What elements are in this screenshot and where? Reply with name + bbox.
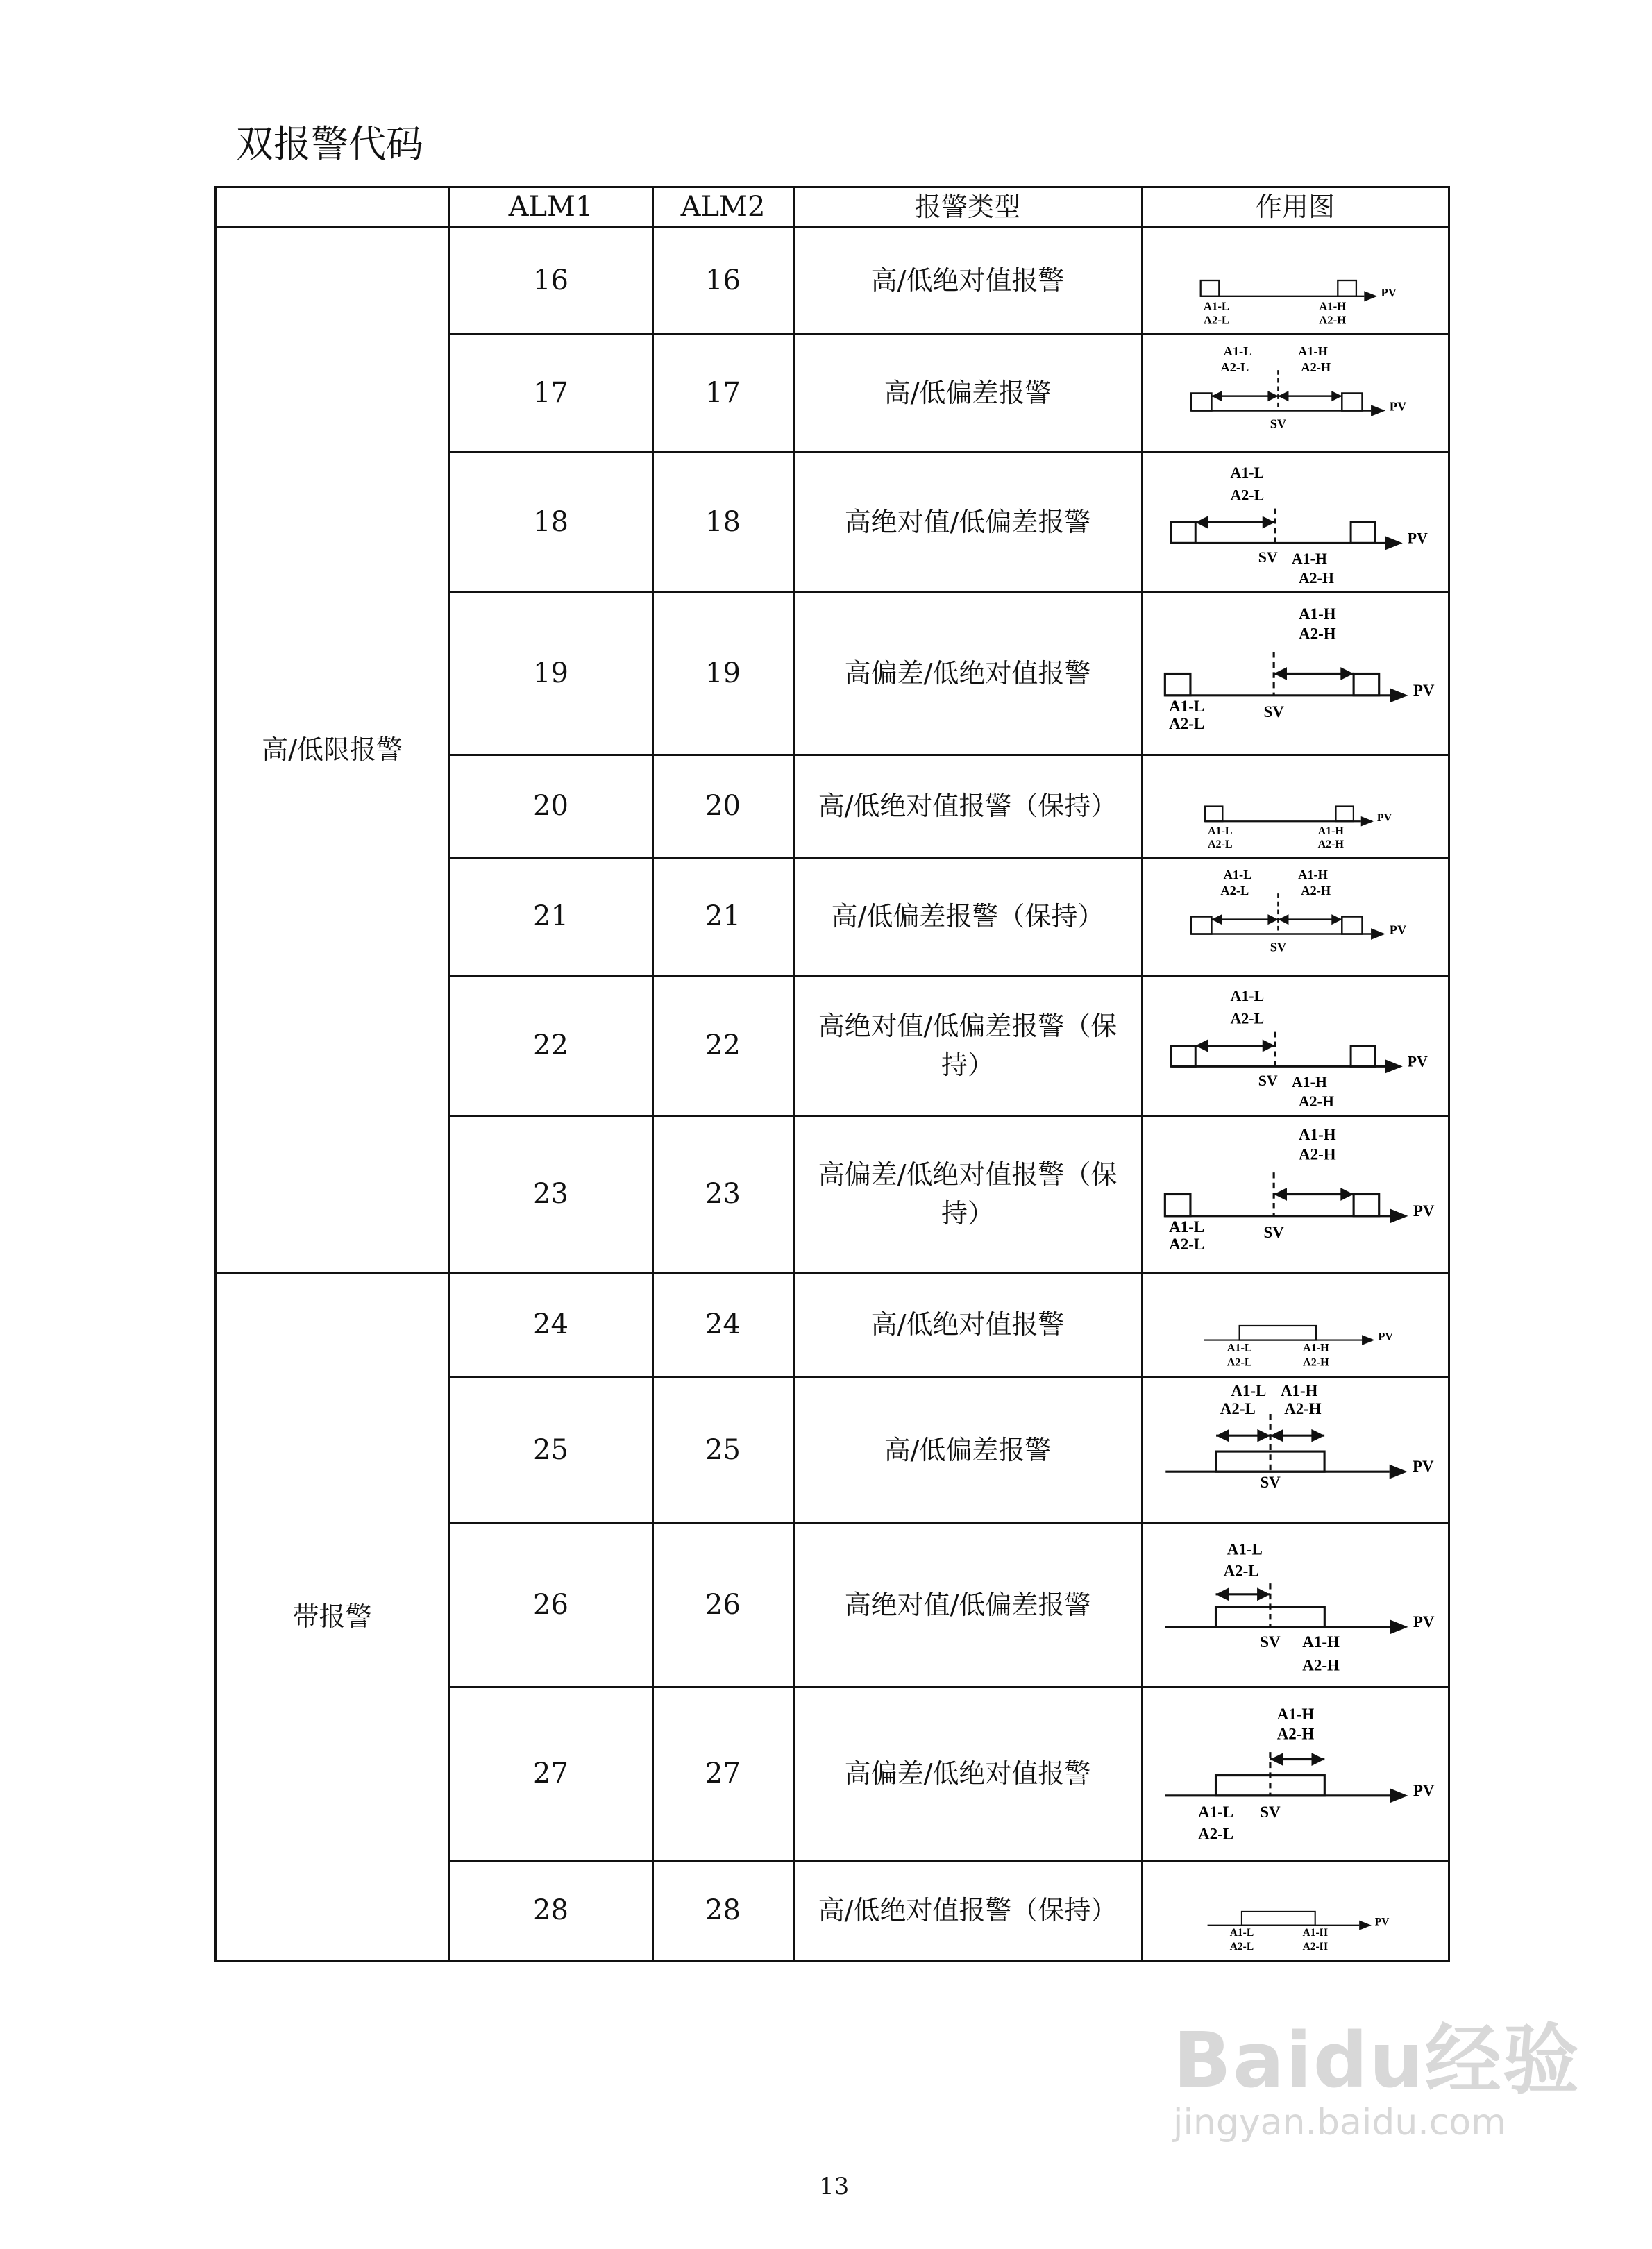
alm2-code <box>652 1115 795 1274</box>
alm2-code-text: 21 <box>705 900 741 932</box>
alm1-code <box>448 1522 654 1688</box>
high-alarm-box <box>1354 1194 1379 1215</box>
label-sv: SV <box>1270 940 1286 954</box>
arrow-head-right <box>1311 1429 1324 1442</box>
high-alarm-box <box>1351 1045 1375 1066</box>
alm1-code-text: 18 <box>533 506 568 538</box>
pv-arrow-icon <box>1390 1619 1408 1634</box>
arrow-head-left <box>1195 516 1208 528</box>
alarm-type <box>793 1686 1143 1862</box>
action-diagram <box>1141 1115 1450 1274</box>
pv-arrow-icon <box>1364 291 1377 301</box>
alarm-type <box>793 1522 1143 1688</box>
label-a2h: A2-H <box>1276 1724 1314 1742</box>
label-a2l: A2-L <box>1220 1399 1256 1417</box>
alarm-diagram <box>1143 1862 1448 1960</box>
action-diagram <box>1141 1860 1450 1962</box>
alm2-code <box>652 591 795 756</box>
label-a1l: A1-L <box>1203 299 1229 313</box>
arrow-head-left <box>1216 1429 1229 1442</box>
alm1-code-text: 25 <box>533 1433 568 1466</box>
label-a2h: A2-H <box>1317 838 1344 850</box>
label-a1h: A1-H <box>1276 1705 1314 1723</box>
label-a2l: A2-L <box>1197 1825 1233 1843</box>
label-a2h: A2-H <box>1283 1399 1322 1417</box>
label-a1l: A1-L <box>1223 344 1251 358</box>
label-a2h: A2-H <box>1318 312 1346 326</box>
page-title: 双报警代码 <box>236 122 423 166</box>
alarm-type-text: 高绝对值/低偏差报警 <box>844 1590 1091 1620</box>
alarm-type <box>793 451 1143 593</box>
label-a2l: A2-L <box>1168 714 1204 732</box>
group-high-low-text: 高/低限报警 <box>262 734 403 765</box>
arrow-head-right <box>1331 391 1342 401</box>
high-alarm-box <box>1335 806 1353 821</box>
pv-arrow-icon <box>1360 816 1373 827</box>
alarm-diagram <box>1143 1688 1448 1860</box>
label-a1h: A1-H <box>1297 867 1328 882</box>
label-pv: PV <box>1413 681 1434 699</box>
pv-arrow-icon <box>1390 1788 1408 1803</box>
arrow-head-left <box>1215 1587 1229 1601</box>
group-band-text: 带报警 <box>292 1601 372 1632</box>
label-pv: PV <box>1389 399 1406 414</box>
high-alarm-box <box>1342 393 1362 410</box>
label-pv: PV <box>1378 1331 1393 1343</box>
alm2-code-text: 16 <box>705 264 741 296</box>
arrow-head-right <box>1262 516 1274 528</box>
alm1-code-text: 20 <box>533 790 568 822</box>
header-alm1-text: ALM1 <box>508 190 593 223</box>
alarm-diagram <box>1143 977 1448 1115</box>
alm2-code <box>652 226 795 335</box>
label-pv: PV <box>1413 1202 1434 1220</box>
pv-arrow-icon <box>1385 536 1402 550</box>
low-alarm-box <box>1200 280 1219 296</box>
arrow-head-left <box>1270 1753 1283 1766</box>
label-a1h: A1-H <box>1317 825 1344 837</box>
watermark <box>1173 1999 1581 2143</box>
low-alarm-box <box>1171 522 1195 543</box>
alarm-type <box>793 333 1143 453</box>
label-a2l: A2-L <box>1168 1235 1204 1253</box>
alarm-type-text: 高偏差/低绝对值报警（保持） <box>818 1159 1118 1229</box>
arrow-head-left <box>1195 1039 1208 1052</box>
pv-arrow-icon <box>1385 1059 1402 1073</box>
alm2-code-text: 26 <box>705 1589 741 1621</box>
alm1-code-text: 27 <box>533 1758 568 1789</box>
label-a2l: A2-L <box>1220 360 1249 374</box>
action-diagram <box>1141 333 1450 453</box>
alarm-type-text: 高偏差/低绝对值报警 <box>844 1758 1091 1789</box>
action-diagram <box>1141 1272 1450 1378</box>
arrow-head-right <box>1267 391 1278 401</box>
alm2-code <box>652 1686 795 1862</box>
alm2-code-text: 23 <box>705 1178 741 1210</box>
label-a1l: A1-L <box>1227 1540 1263 1558</box>
pv-arrow-icon <box>1390 1208 1408 1223</box>
group-high-low <box>214 226 450 1274</box>
alm2-code-text: 24 <box>705 1308 741 1340</box>
low-alarm-box <box>1191 393 1211 410</box>
label-sv: SV <box>1259 1633 1281 1651</box>
alm1-code <box>448 754 654 859</box>
label-a1l: A1-L <box>1168 1218 1204 1236</box>
alm1-code <box>448 1115 654 1274</box>
action-diagram <box>1141 754 1450 859</box>
label-a1l: A1-L <box>1227 1342 1252 1354</box>
alm1-code <box>448 451 654 593</box>
pv-arrow-icon <box>1390 688 1408 702</box>
alm1-code <box>448 975 654 1117</box>
low-alarm-box <box>1205 806 1222 821</box>
label-a2h: A2-H <box>1302 1356 1329 1368</box>
label-a2l: A2-L <box>1223 1562 1259 1580</box>
alarm-type <box>793 226 1143 335</box>
high-alarm-box <box>1354 673 1379 695</box>
alm2-code-text: 25 <box>705 1433 741 1466</box>
label-a1l: A1-L <box>1230 463 1264 481</box>
header-empty <box>214 186 450 228</box>
arrow-head-right <box>1311 1753 1324 1766</box>
page-number: 13 <box>819 2173 850 2200</box>
label-a1l: A1-L <box>1207 825 1232 837</box>
label-a1h: A1-H <box>1298 1125 1336 1143</box>
low-alarm-box <box>1165 1194 1190 1215</box>
label-a2l: A2-L <box>1229 1940 1254 1953</box>
alarm-type <box>793 975 1143 1117</box>
label-a2h: A2-H <box>1298 568 1334 587</box>
arrow-head-left <box>1274 667 1287 680</box>
arrow-head-right <box>1257 1587 1270 1601</box>
alarm-type <box>793 1376 1143 1524</box>
alm2-code <box>652 754 795 859</box>
label-a2h: A2-H <box>1300 883 1331 898</box>
alm2-code <box>652 1376 795 1524</box>
arrow-head-left <box>1278 391 1288 401</box>
alm1-code <box>448 591 654 756</box>
label-a1h: A1-H <box>1280 1381 1317 1399</box>
high-alarm-box <box>1351 522 1375 543</box>
label-pv: PV <box>1413 1781 1434 1799</box>
header-type <box>793 186 1143 228</box>
band-rect <box>1241 1911 1315 1925</box>
alm1-code <box>448 1860 654 1962</box>
label-a1l: A1-L <box>1230 1381 1266 1399</box>
alm2-code <box>652 451 795 593</box>
alarm-diagram <box>1143 859 1448 975</box>
alm2-code <box>652 1272 795 1378</box>
label-a1h: A1-H <box>1291 549 1327 567</box>
alarm-type-text: 高/低绝对值报警（保持） <box>818 1895 1118 1926</box>
label-sv: SV <box>1270 416 1286 431</box>
label-a1l: A1-L <box>1230 986 1264 1004</box>
alarm-type-text: 高绝对值/低偏差报警 <box>844 507 1091 537</box>
pv-arrow-icon <box>1362 1335 1374 1345</box>
alarm-diagram <box>1143 335 1448 451</box>
action-diagram <box>1141 591 1450 756</box>
alm1-code-text: 21 <box>533 900 568 932</box>
label-a2h: A2-H <box>1302 1940 1328 1953</box>
alarm-type-text: 高偏差/低绝对值报警 <box>844 658 1091 689</box>
label-sv: SV <box>1263 1223 1284 1241</box>
alm2-code-text: 19 <box>705 657 741 689</box>
label-a2l: A2-L <box>1220 883 1249 898</box>
alarm-type-text: 高/低绝对值报警 <box>870 264 1065 296</box>
arrow-head-right <box>1331 914 1342 925</box>
arrow-head-right <box>1267 914 1278 925</box>
label-a2l: A2-L <box>1230 1009 1264 1027</box>
alarm-type-text: 高/低偏差报警 <box>884 1434 1052 1465</box>
alarm-type-text: 高绝对值/低偏差报警（保持） <box>818 1011 1118 1080</box>
label-a2h: A2-H <box>1298 1092 1334 1110</box>
alm2-code-text: 17 <box>705 377 741 409</box>
action-diagram <box>1141 1686 1450 1862</box>
label-pv: PV <box>1407 1052 1428 1070</box>
alm1-code-text: 19 <box>533 657 568 689</box>
alm2-code <box>652 975 795 1117</box>
alm1-code <box>448 1376 654 1524</box>
arrow-head-right <box>1340 1188 1354 1201</box>
low-alarm-box <box>1165 673 1190 695</box>
label-a1l: A1-L <box>1229 1926 1254 1939</box>
action-diagram <box>1141 975 1450 1117</box>
label-a1l: A1-L <box>1223 867 1251 882</box>
alarm-diagram <box>1143 1117 1448 1272</box>
label-a2l: A2-L <box>1203 312 1229 326</box>
low-alarm-box <box>1191 916 1211 934</box>
label-a1h: A1-H <box>1291 1072 1327 1090</box>
pv-arrow-icon <box>1371 928 1385 940</box>
alarm-diagram <box>1143 453 1448 591</box>
label-a2h: A2-H <box>1301 1656 1340 1674</box>
high-alarm-box <box>1342 916 1362 934</box>
label-pv: PV <box>1374 1916 1389 1928</box>
header-alm1 <box>448 186 654 228</box>
alarm-type <box>793 754 1143 859</box>
alarm-type <box>793 1860 1143 1962</box>
label-a2h: A2-H <box>1298 1145 1336 1163</box>
band-rect <box>1239 1325 1315 1340</box>
alm1-code <box>448 857 654 977</box>
alarm-diagram <box>1143 1524 1448 1686</box>
label-pv: PV <box>1413 1612 1434 1631</box>
action-diagram <box>1141 1522 1450 1688</box>
alm2-code-text: 20 <box>705 790 741 822</box>
alarm-type <box>793 591 1143 756</box>
alm2-code-text: 28 <box>705 1894 741 1926</box>
arrow-head-right <box>1262 1039 1274 1052</box>
alarm-diagram <box>1143 228 1448 333</box>
label-pv: PV <box>1376 811 1392 824</box>
arrow-head-right <box>1257 1429 1270 1442</box>
alarm-diagram <box>1143 756 1448 857</box>
alm2-code <box>652 333 795 453</box>
alm1-code-text: 22 <box>533 1029 568 1061</box>
label-a1h: A1-H <box>1302 1926 1328 1939</box>
pv-arrow-icon <box>1389 1464 1407 1479</box>
label-sv: SV <box>1258 548 1278 566</box>
arrow-head-left <box>1211 914 1222 925</box>
action-diagram <box>1141 451 1450 593</box>
action-diagram <box>1141 857 1450 977</box>
alm2-code-text: 22 <box>705 1029 741 1061</box>
label-a1h: A1-H <box>1301 1633 1340 1651</box>
arrow-head-left <box>1211 391 1222 401</box>
alm1-code <box>448 1272 654 1378</box>
alm2-code <box>652 1860 795 1962</box>
label-a2h: A2-H <box>1298 624 1336 642</box>
label-a2l: A2-L <box>1207 838 1232 850</box>
label-a2h: A2-H <box>1300 360 1331 374</box>
alm1-code <box>448 226 654 335</box>
alarm-type-text: 高/低偏差报警（保持） <box>831 901 1104 932</box>
alm1-code-text: 16 <box>533 264 568 296</box>
label-pv: PV <box>1389 923 1406 937</box>
header-diagram-text: 作用图 <box>1255 191 1335 222</box>
alarm-type-text: 高/低绝对值报警（保持） <box>818 791 1118 821</box>
label-sv: SV <box>1259 1803 1281 1821</box>
alm2-code-text: 18 <box>705 506 741 538</box>
label-a1l: A1-L <box>1197 1803 1233 1821</box>
label-a1h: A1-H <box>1302 1342 1329 1354</box>
arrow-head-right <box>1340 667 1354 680</box>
alm1-code-text: 17 <box>533 377 568 409</box>
header-alm2-text: ALM2 <box>680 190 766 223</box>
alm1-code-text: 28 <box>533 1894 568 1926</box>
alm2-code-text: 27 <box>705 1758 741 1789</box>
label-a1h: A1-H <box>1318 299 1346 313</box>
group-band <box>214 1272 450 1962</box>
arrow-head-left <box>1278 914 1288 925</box>
alarm-type-text: 高/低偏差报警 <box>884 378 1052 408</box>
label-pv: PV <box>1381 285 1397 299</box>
action-diagram <box>1141 226 1450 335</box>
header-alm2 <box>652 186 795 228</box>
label-a2l: A2-L <box>1227 1356 1252 1368</box>
label-sv: SV <box>1259 1473 1281 1491</box>
label-a2l: A2-L <box>1230 486 1264 504</box>
alarm-diagram <box>1143 1274 1448 1376</box>
label-sv: SV <box>1263 702 1284 721</box>
header-type-text: 报警类型 <box>914 191 1020 222</box>
watermark-logo: Baidu经验 <box>1173 2016 1581 2105</box>
arrow-head-left <box>1270 1429 1283 1442</box>
label-a1h: A1-H <box>1297 344 1328 358</box>
pv-arrow-icon <box>1371 405 1385 416</box>
alm1-code-text: 23 <box>533 1178 568 1210</box>
label-pv: PV <box>1412 1457 1433 1475</box>
high-alarm-box <box>1338 280 1356 296</box>
label-a1h: A1-H <box>1298 605 1336 623</box>
pv-arrow-icon <box>1359 1920 1372 1930</box>
watermark-url: jingyan.baidu.com <box>1173 2102 1506 2143</box>
alarm-diagram <box>1143 593 1448 754</box>
alm1-code <box>448 333 654 453</box>
alarm-type <box>793 857 1143 977</box>
label-pv: PV <box>1407 528 1428 546</box>
alm1-code <box>448 1686 654 1862</box>
alm2-code <box>652 1522 795 1688</box>
alm2-code <box>652 857 795 977</box>
alarm-type-text: 高/低绝对值报警 <box>870 1309 1065 1340</box>
alm1-code-text: 24 <box>533 1308 568 1340</box>
action-diagram <box>1141 1376 1450 1524</box>
alarm-type <box>793 1272 1143 1378</box>
arrow-head-left <box>1274 1188 1287 1201</box>
label-sv: SV <box>1258 1071 1278 1089</box>
alm1-code-text: 26 <box>533 1589 568 1621</box>
low-alarm-box <box>1171 1045 1195 1066</box>
alarm-diagram <box>1143 1378 1448 1522</box>
label-a1l: A1-L <box>1168 697 1204 715</box>
alarm-type <box>793 1115 1143 1274</box>
header-diagram <box>1141 186 1450 228</box>
